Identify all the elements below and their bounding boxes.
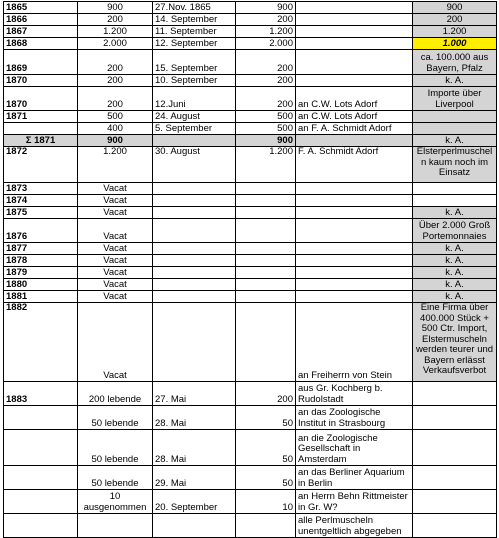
amount-cell <box>236 243 296 255</box>
year-cell: 1879 <box>4 267 78 279</box>
note-cell: k. A. <box>413 279 497 291</box>
year-cell: 1880 <box>4 279 78 291</box>
year-cell <box>4 466 78 490</box>
quantity-cell: 1.200 <box>78 147 153 183</box>
date-cell: 28. Mai <box>153 406 236 430</box>
amount-cell: 900 <box>236 2 296 14</box>
amount-cell: 500 <box>236 123 296 135</box>
table-row <box>4 430 497 466</box>
date-cell <box>153 207 236 219</box>
amount-cell: 50 <box>236 430 296 466</box>
amount-cell <box>236 303 296 382</box>
note-cell: 900 <box>413 2 497 14</box>
table-row <box>4 514 497 538</box>
amount-cell <box>236 183 296 195</box>
year-cell: 1867 <box>4 26 78 38</box>
amount-cell: 50 <box>236 466 296 490</box>
quantity-cell: Vacat <box>78 243 153 255</box>
table-row <box>4 26 497 38</box>
recipient-cell <box>296 75 413 87</box>
year-cell: 1869 <box>4 50 78 75</box>
amount-cell: 2.000 <box>236 38 296 50</box>
date-cell: 28. Mai <box>153 430 236 466</box>
date-cell: 5. September <box>153 123 236 135</box>
quantity-cell: 900 <box>78 2 153 14</box>
note-cell <box>413 123 497 135</box>
table-row <box>4 219 497 243</box>
date-cell: 12. September <box>153 38 236 50</box>
quantity-cell: 500 <box>78 111 153 123</box>
date-cell <box>153 255 236 267</box>
date-cell <box>153 514 236 538</box>
table-row <box>4 195 497 207</box>
quantity-cell: 50 lebende <box>78 406 153 430</box>
table-row <box>4 406 497 430</box>
recipient-cell <box>296 38 413 50</box>
quantity-cell: Vacat <box>78 303 153 382</box>
recipient-cell <box>296 255 413 267</box>
quantity-cell: 200 <box>78 87 153 111</box>
recipient-cell: an Herrn Behn Rittmeister in Gr. W? <box>296 490 413 514</box>
note-cell <box>413 111 497 123</box>
note-cell: Über 2.000 Groß Portemonnaies <box>413 219 497 243</box>
note-cell: 200 <box>413 14 497 26</box>
table-row <box>4 123 497 135</box>
year-cell <box>4 490 78 514</box>
note-cell: ca. 100.000 aus Bayern, Pfalz <box>413 50 497 75</box>
amount-cell: 200 <box>236 75 296 87</box>
recipient-cell <box>296 50 413 75</box>
date-cell: 12.Juni <box>153 87 236 111</box>
date-cell <box>153 243 236 255</box>
note-cell <box>413 183 497 195</box>
date-cell: 30. August <box>153 147 236 183</box>
amount-cell <box>236 219 296 243</box>
amount-cell <box>236 195 296 207</box>
quantity-cell: Vacat <box>78 183 153 195</box>
recipient-cell <box>296 26 413 38</box>
recipient-cell: an C.W. Lots Adorf <box>296 87 413 111</box>
recipient-cell: an das Zoologische Institut in Strasbourg <box>296 406 413 430</box>
year-cell <box>4 123 78 135</box>
amount-cell <box>236 267 296 279</box>
recipient-cell: an F. A. Schmidt Adorf <box>296 123 413 135</box>
amount-cell <box>236 255 296 267</box>
recipient-cell <box>296 267 413 279</box>
year-cell: 1875 <box>4 207 78 219</box>
table-row <box>4 267 497 279</box>
table-row <box>4 490 497 514</box>
quantity-cell: 400 <box>78 123 153 135</box>
note-cell <box>413 195 497 207</box>
quantity-cell: 50 lebende <box>78 430 153 466</box>
date-cell <box>153 279 236 291</box>
recipient-cell <box>296 219 413 243</box>
recipient-cell: an Freiherrn von Stein <box>296 303 413 382</box>
sum-row <box>4 135 497 147</box>
amount-cell: 200 <box>236 382 296 406</box>
amount-cell: 200 <box>236 87 296 111</box>
recipient-cell <box>296 2 413 14</box>
note-cell <box>413 406 497 430</box>
amount-cell: 500 <box>236 111 296 123</box>
quantity-cell: 200 <box>78 14 153 26</box>
date-cell <box>153 195 236 207</box>
amount-cell: 200 <box>236 50 296 75</box>
note-cell <box>413 466 497 490</box>
table-row <box>4 303 497 382</box>
recipient-cell: aus Gr. Kochberg b. Rudolstadt <box>296 382 413 406</box>
quantity-cell: Vacat <box>78 195 153 207</box>
date-cell <box>153 291 236 303</box>
year-cell: 1868 <box>4 38 78 50</box>
table-row <box>4 111 497 123</box>
table-row <box>4 147 497 183</box>
date-cell: 29. Mai <box>153 466 236 490</box>
recipient-cell: an C.W. Lots Adorf <box>296 111 413 123</box>
quantity-cell: 50 lebende <box>78 466 153 490</box>
note-cell: k. A. <box>413 255 497 267</box>
recipient-cell <box>296 195 413 207</box>
table-row <box>4 87 497 111</box>
quantity-cell <box>78 514 153 538</box>
date-cell: 24. August <box>153 111 236 123</box>
table-row <box>4 207 497 219</box>
year-cell: 1877 <box>4 243 78 255</box>
amount-cell: 900 <box>236 135 296 147</box>
year-cell: 1872 <box>4 147 78 183</box>
recipient-cell: F. A. Schmidt Adorf <box>296 147 413 183</box>
table-row <box>4 183 497 195</box>
note-cell-highlighted: 1.000 <box>413 38 497 50</box>
date-cell <box>153 183 236 195</box>
year-cell <box>4 514 78 538</box>
quantity-cell: 200 lebende <box>78 382 153 406</box>
note-cell <box>413 382 497 406</box>
note-cell: k. A. <box>413 291 497 303</box>
recipient-cell: alle Perlmuscheln unentgeltlich abgegeben <box>296 514 413 538</box>
table-row <box>4 14 497 26</box>
amount-cell: 50 <box>236 406 296 430</box>
year-cell: 1870 <box>4 87 78 111</box>
table-row <box>4 38 497 50</box>
date-cell <box>153 135 236 147</box>
amount-cell: 10 <box>236 490 296 514</box>
amount-cell: 1.200 <box>236 147 296 183</box>
date-cell <box>153 303 236 382</box>
recipient-cell: an die Zoologische Gesellschaft in Amsterdam <box>296 430 413 466</box>
date-cell: 10. September <box>153 75 236 87</box>
recipient-cell <box>296 243 413 255</box>
quantity-cell: Vacat <box>78 219 153 243</box>
table-row <box>4 2 497 14</box>
quantity-cell: 1.200 <box>78 26 153 38</box>
date-cell: 27. Mai <box>153 382 236 406</box>
quantity-cell: Vacat <box>78 267 153 279</box>
quantity-cell: 2.000 <box>78 38 153 50</box>
quantity-cell: 900 <box>78 135 153 147</box>
note-cell: k. A. <box>413 207 497 219</box>
amount-cell <box>236 291 296 303</box>
note-cell: Elsterperlmuschel n kaum noch im Einsatz <box>413 147 497 183</box>
date-cell: 14. September <box>153 14 236 26</box>
note-cell: 1.200 <box>413 26 497 38</box>
note-cell: k. A. <box>413 267 497 279</box>
note-cell: Eine Firma über 400.000 Stück + 500 Ctr. Import, Elstermuscheln werden teurer und Bayern erlässt Verkaufsverbot <box>413 303 497 382</box>
amount-cell: 200 <box>236 14 296 26</box>
recipient-cell <box>296 291 413 303</box>
quantity-cell: Vacat <box>78 291 153 303</box>
sum-label-cell: Σ 1871 <box>4 135 78 147</box>
year-cell: 1878 <box>4 255 78 267</box>
recipient-cell <box>296 183 413 195</box>
note-cell: k. A. <box>413 135 497 147</box>
quantity-cell: Vacat <box>78 279 153 291</box>
year-cell: 1882 <box>4 303 78 382</box>
quantity-cell: 200 <box>78 50 153 75</box>
quantity-cell: Vacat <box>78 207 153 219</box>
year-cell: 1866 <box>4 14 78 26</box>
quantity-cell: Vacat <box>78 255 153 267</box>
date-cell: 15. September <box>153 50 236 75</box>
quantity-cell: 200 <box>78 75 153 87</box>
amount-cell <box>236 279 296 291</box>
note-cell <box>413 430 497 466</box>
year-cell: 1873 <box>4 183 78 195</box>
recipient-cell: an das Berliner Aquarium in Berlin <box>296 466 413 490</box>
note-cell: k. A. <box>413 75 497 87</box>
amount-cell <box>236 207 296 219</box>
year-cell: 1883 <box>4 382 78 406</box>
table-row <box>4 291 497 303</box>
table-row <box>4 255 497 267</box>
recipient-cell <box>296 14 413 26</box>
quantity-cell: 10 ausgenommen <box>78 490 153 514</box>
year-cell: 1881 <box>4 291 78 303</box>
amount-cell: 1.200 <box>236 26 296 38</box>
year-cell: 1876 <box>4 219 78 243</box>
year-cell <box>4 430 78 466</box>
note-cell: k. A. <box>413 243 497 255</box>
note-cell: Importe über Liverpool <box>413 87 497 111</box>
table-row <box>4 279 497 291</box>
data-table <box>3 1 497 538</box>
year-cell: 1865 <box>4 2 78 14</box>
table-row <box>4 466 497 490</box>
date-cell: 11. September <box>153 26 236 38</box>
date-cell: 27.Nov. 1865 <box>153 2 236 14</box>
date-cell: 20. September <box>153 490 236 514</box>
amount-cell <box>236 514 296 538</box>
year-cell: 1870 <box>4 75 78 87</box>
note-cell <box>413 490 497 514</box>
table-row <box>4 382 497 406</box>
table-row <box>4 243 497 255</box>
recipient-cell <box>296 279 413 291</box>
recipient-cell <box>296 135 413 147</box>
year-cell <box>4 406 78 430</box>
table-row <box>4 50 497 75</box>
table-row <box>4 75 497 87</box>
date-cell <box>153 219 236 243</box>
year-cell: 1874 <box>4 195 78 207</box>
date-cell <box>153 267 236 279</box>
note-cell <box>413 514 497 538</box>
recipient-cell <box>296 207 413 219</box>
year-cell: 1871 <box>4 111 78 123</box>
